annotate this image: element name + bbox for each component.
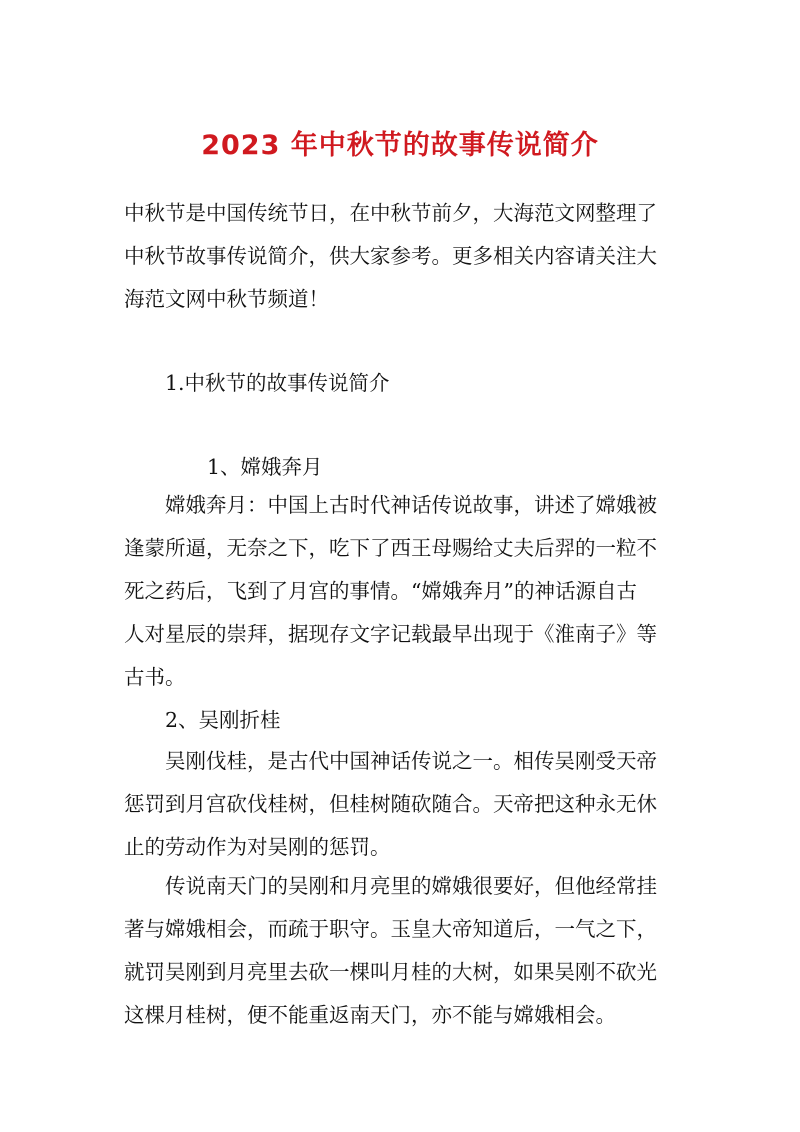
story1-heading: 1、嫦娥奔月 xyxy=(207,455,323,479)
story1-line: 人对星辰的崇拜，据现存文字记载最早出现于《淮南子》等 xyxy=(124,622,657,646)
story1-line: 古书。 xyxy=(124,665,186,689)
section-heading: 1.中秋节的故事传说简介 xyxy=(165,371,390,395)
intro-line: 中秋节是中国传统节日，在中秋节前夕，大海范文网整理了 xyxy=(124,201,657,225)
story1-line: 死之药后，飞到了月宫的事情。“嫦娥奔月”的神话源自古 xyxy=(124,579,637,603)
story2-heading: 2、吴刚折桂 xyxy=(165,708,281,732)
story1-line: 嫦娥奔月：中国上古时代神话传说故事，讲述了嫦娥被 xyxy=(165,493,657,517)
story2-line: 传说南天门的吴刚和月亮里的嫦娥很要好，但他经常挂 xyxy=(165,874,657,898)
story2-line: 止的劳动作为对吴刚的惩罚。 xyxy=(124,835,391,859)
story2-line: 吴刚伐桂，是古代中国神话传说之一。相传吴刚受天帝 xyxy=(165,749,657,773)
story2-line: 这棵月桂树，便不能重返南天门，亦不能与嫦娥相会。 xyxy=(124,1003,616,1027)
document-title: 2023 年中秋节的故事传说简介 xyxy=(201,130,599,161)
story2-line: 著与嫦娥相会，而疏于职守。玉皇大帝知道后，一气之下， xyxy=(124,917,657,941)
story2-line: 就罚吴刚到月亮里去砍一棵叫月桂的大树，如果吴刚不砍光 xyxy=(124,960,657,984)
story1-line: 逢蒙所逼，无奈之下，吃下了西王母赐给丈夫后羿的一粒不 xyxy=(124,536,657,560)
intro-line: 中秋节故事传说简介，供大家参考。更多相关内容请关注大 xyxy=(124,244,657,268)
intro-line: 海范文网中秋节频道！ xyxy=(124,287,329,311)
story2-line: 惩罚到月宫砍伐桂树，但桂树随砍随合。天帝把这种永无休 xyxy=(124,792,657,816)
